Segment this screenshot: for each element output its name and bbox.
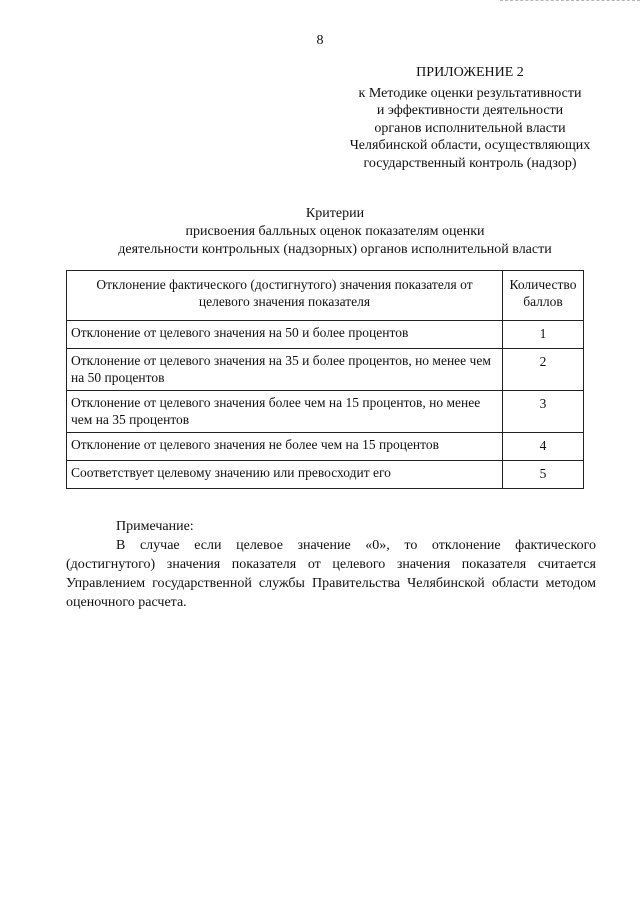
points-cell: 4 — [503, 433, 584, 461]
appendix-block — [300, 64, 640, 172]
appendix-line: и эффективности деятельности — [376, 103, 564, 118]
criteria-subtitle-line: присвоения балльных оценок показателям оценки — [185, 224, 485, 239]
deviation-cell: Отклонение от целевого значения более чем на 15 процентов, но менее чем на 35 процентов — [67, 391, 503, 433]
deviation-cell: Отклонение от целевого значения на 35 и более процентов, но менее чем на 50 процентов — [67, 349, 503, 391]
deviation-cell: Соответствует целевому значению или превосходит его — [67, 461, 503, 489]
scan-edge-line — [500, 0, 640, 3]
appendix-line: Челябинской области, осуществляющих — [349, 138, 591, 153]
table-row — [67, 461, 584, 489]
appendix-line: органов исполнительной власти — [374, 120, 566, 136]
criteria-title: Критерии — [305, 206, 365, 221]
appendix-line: к Методике оценки результативности — [358, 85, 582, 101]
deviation-cell: Отклонение от целевого значения на 50 и более процентов — [67, 321, 503, 349]
points-cell: 1 — [503, 321, 584, 349]
criteria-heading — [60, 205, 610, 259]
criteria-table — [66, 270, 584, 489]
table-row — [67, 391, 584, 433]
appendix-line: государственный контроль (надзор) — [363, 155, 577, 171]
criteria-subtitle-line: деятельности контрольных (надзорных) органов исполнительной власти — [118, 242, 552, 257]
points-cell: 3 — [503, 391, 584, 433]
points-cell: 2 — [503, 349, 584, 391]
note-title: Примечание: — [116, 519, 194, 534]
table-header-row — [67, 271, 584, 321]
table-row — [67, 321, 584, 349]
note-block — [66, 517, 596, 612]
header-points: Количество баллов — [503, 271, 584, 321]
points-cell: 5 — [503, 461, 584, 489]
deviation-cell: Отклонение от целевого значения не более чем на 15 процентов — [67, 433, 503, 461]
appendix-title: ПРИЛОЖЕНИЕ 2 — [416, 65, 524, 80]
table-row — [67, 433, 584, 461]
note-text: В случае если целевое значение «0», то отклонение фактического (достигнутого) значения показателя от целевого значения показателя считается Управлением государственной службы Правительства Челябинской области методом оценочного расчета. — [66, 538, 596, 610]
header-deviation: Отклонение фактического (достигнутого) значения показателя от целевого значения показателя — [67, 271, 503, 321]
table-row — [67, 349, 584, 391]
page-number: 8 — [316, 33, 324, 48]
